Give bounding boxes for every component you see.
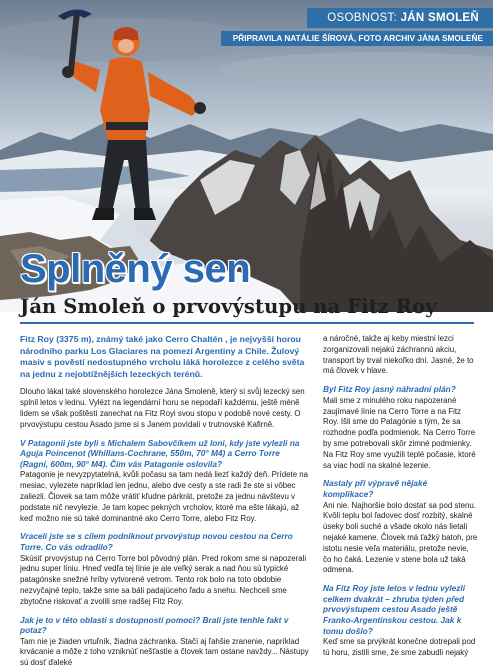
article-subtitle: Ján Smoleň o prvovýstupu na Fitz Roy: [20, 295, 437, 318]
lead-paragraph: Fitz Roy (3375 m), známý také jako Cerro Chaltén , je nejvyšší horou národního parku Los Glaciares na pomezí Argentiny a Chile. Žulový masiv s pověstí nedostupného vrcholu láká horolezce z celého světa na jednu z nejobtížnějších lezeckých terénů.: [20, 334, 305, 379]
article-title: Splněný sen: [20, 247, 251, 291]
intro-paragraph: Dlouho lákal také slovenského horolezce Jánа Smoleně, který si svůj lezecký sen splnil letos v lednu. Vylézt na legendární horu se nepodaří každému, ještě méně lidem se však poštěstí zanechat na Fitz Royi svou stopu v podobě nové cesty. O prvovýstupu cestou Asado jsme si s Janem povídali v trutnovské Kafirně.: [20, 387, 305, 429]
right-column: [323, 334, 478, 659]
photo-credit: PŘIPRAVILA NATÁLIE ŠÍROVÁ, FOTO ARCHIV JÁNA SMOLEŇE: [221, 31, 493, 46]
question: Na Fitz Roy jste letos v lednu vylezli celkem dvakrát – zhruba týden před prvovýstupem cestou Asado ještě Franko-Argentinskou cestou. Jak k tomu došlo?: [323, 583, 466, 636]
question: V Patagonii jste byli s Michalem Sabovčíkem už loni, kdy jste vylezli na Aguja Poincenot (Whillans-Cochrane, 550m, 70° M4) a Cerro Torre (Ragni, 600m, 90° M4). Čím vás Patagonie oslovila?: [20, 437, 300, 469]
section-name: JÁN SMOLEŇ: [400, 12, 479, 24]
left-column: [20, 334, 310, 669]
answer: Skúsiť prvovýstup na Cerro Torre bol pôvodný plán. Pred rokom sme si napozerali jednu super líniu. Hneď vedľa tej línie je ale veľký serak a nad ňou sú typické patagónske snežné hríby vytvorené vetrom. Tento rok bolo na toto obdobie nezvyčajné teplo, takže sme sa báli padajúceho ľadu a snehu. Nechceli sme zbytočne riskovať a zvolili sme radšej Fitz Roy.: [20, 553, 307, 606]
answer: Keď sme sa prvýkrát konečne dotrepali pod tú horu, zistili sme, že sme zabudli nejaký: [323, 637, 476, 657]
section-label: OSOBNOST:: [327, 12, 398, 24]
question: Nastaly při výpravě nějaké komplikace?: [323, 478, 428, 499]
answer: Mali sme z minulého roku napozerané zaujímavé línie na Cerro Torre a na Fitz Roy. Išli sme do Patagónie s tým, že sa rozhodne podľa podmienok. Na Cerro Torre by sme potrebovali skôr zimné podmienky. Na Fitz Roy sme využili teplé počasie, ktoré sa viac hodí na skalné lezenie.: [323, 395, 476, 470]
question: Byl Fitz Roy jasný náhradní plán?: [323, 384, 456, 395]
title-divider: [20, 322, 474, 324]
answer: Patagonie je nevyzpytatelná, kvůli počasu sa tam nedá liezť každý deň. Prídete na mesiac, vylezete napríklad len jednu, alebo dve cesty a ste radi že ste si vôbec zaliezli. Človek sa tam môže vrátiť kľudne párkrát, pretože za jednu návštevu v podstate nič nevylezie. Je tam kopec pekných vrcholov, ktoré ma ešte lákajú, až keď možno nie sú také dominantné ako Cerro Torre, alebo Fitz Roy.: [20, 470, 309, 523]
question: Jak je to v této oblasti s dostupností pomoci? Brali jste tenhle fakt v potaz?: [20, 614, 289, 636]
question: Vraceli jste se s cílem podniknout prvovýstup novou cestou na Cerro Torre. Co vás odradilo?: [20, 531, 293, 552]
answer: Ani nie. Najhoršie bolo dostať sa pod stenu. Kvôli teplu bol ľadovec dosť rozbitý, skalné úseky boli suché a všade okolo nás lietali nejaké kamene. Človek má ťažký batoh, pre istotu nesie veľa materiálu, pretože nevie, čo ho čaká. Lezenie v stene bola už taká odmena.: [323, 500, 478, 575]
continued-paragraph: a náročné, takže aj keby miestni lezci zorganizovali nejakú záchrannú akciu, transport by trval niekoľko dní. Jasné, že to má človek v hlave.: [323, 334, 474, 376]
answer: Tam nie je žiaden vrtuľník, žiadna záchranka. Stačí aj ľahšie zranenie, napríklad krvácanie a môže z toho vzniknúť nešťastie a človek tam ostane navždy... Nástupy sú dosť ďaleké: [20, 636, 309, 668]
section-tag: [307, 8, 493, 28]
hero-photo: [0, 0, 493, 312]
